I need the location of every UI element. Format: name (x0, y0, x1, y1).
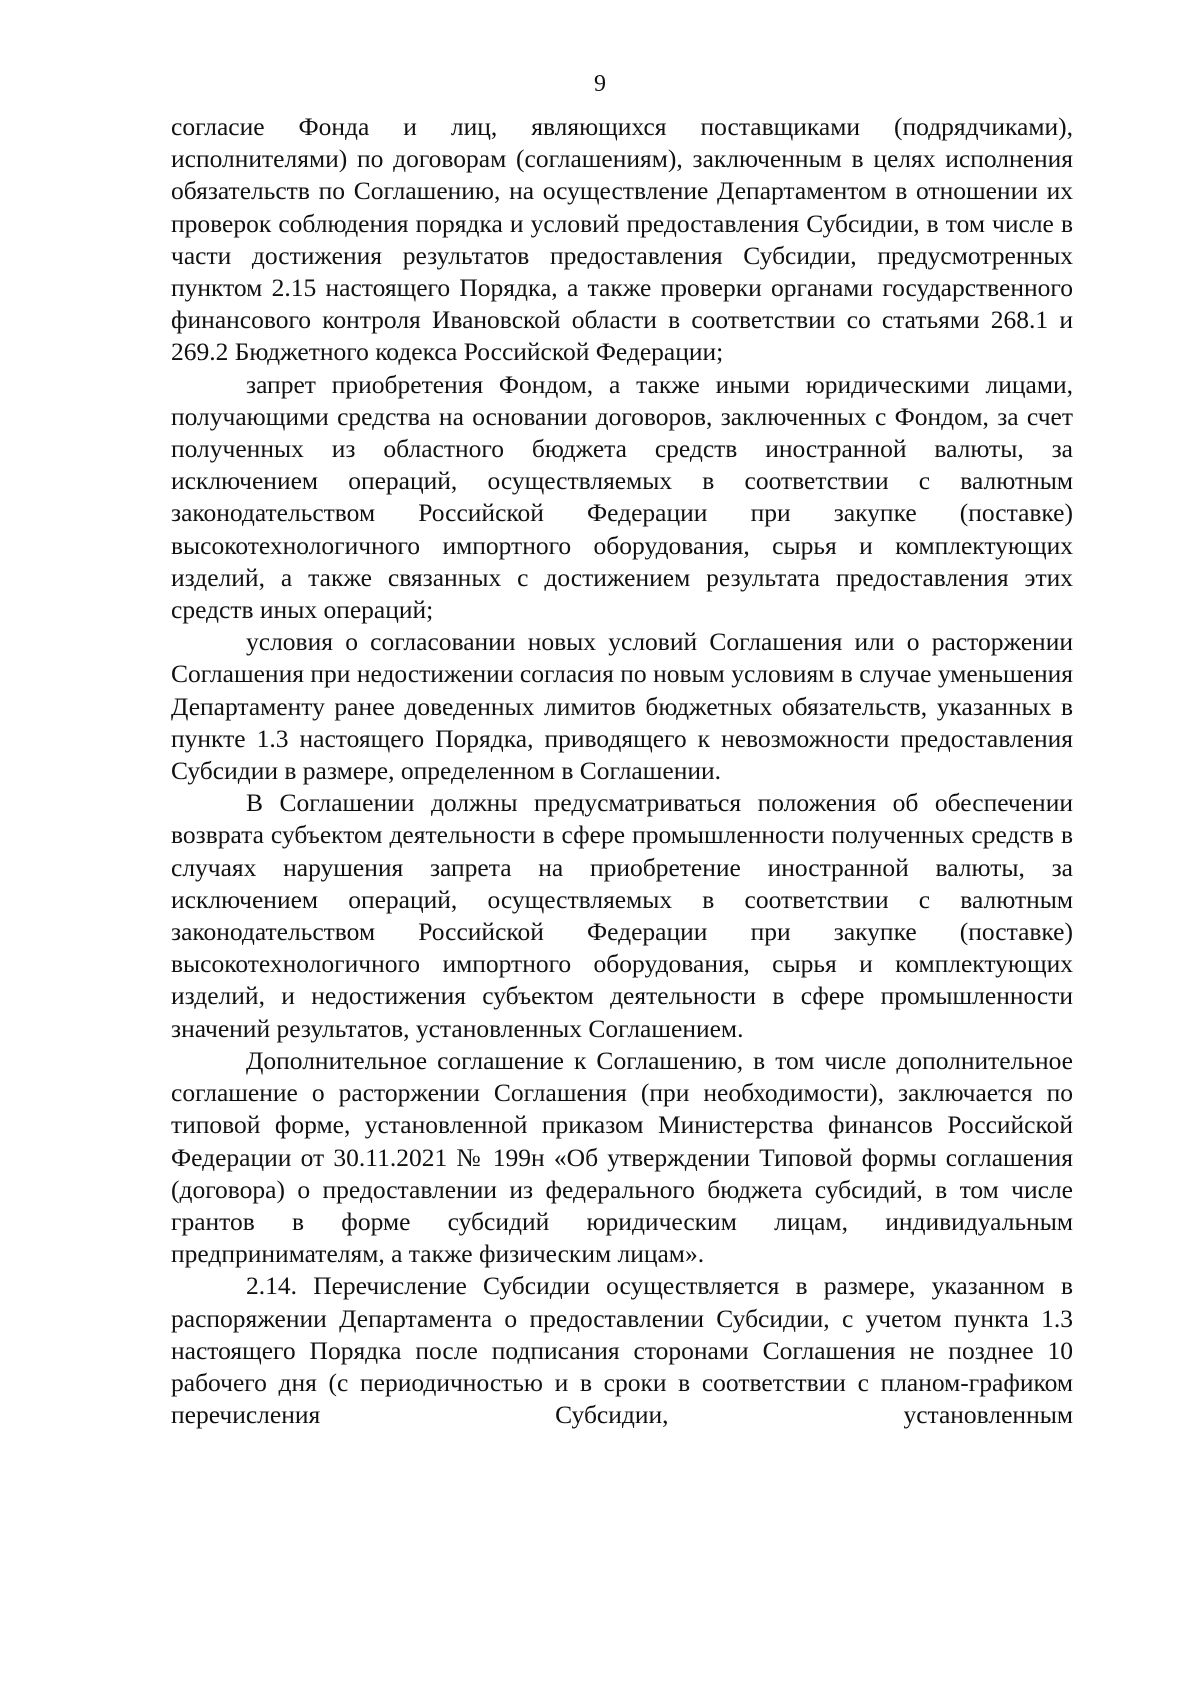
paragraph-section-2-14: 2.14. Перечисление Субсидии осуществляется в размере, указанном в распоряжении Департамента о предоставлении Субсидии, с учетом пункта 1.3 настоящего Порядка после подписания сторонами Соглашения не позднее 10 рабочего дня (с периодичностью и в сроки в соответствии с планом-графиком перечисления Субсидии, установленным (171, 1271, 1073, 1430)
page-number: 9 (594, 71, 606, 97)
paragraph-refund-provisions: В Соглашении должны предусматриваться положения об обеспечении возврата субъектом деятельности в сфере промышленности полученных средств в случаях нарушения запрета на приобретение иностранной валюты, за исключением операций, осуществляемых в соответствии с валютным законодательством Российской Федерации при закупке (поставке) высокотехнологичного импортного оборудования, сырья и комплектующих изделий, и недостижения субъектом деятельности в сфере промышленности значений результатов, установленных Соглашением. (171, 788, 1073, 1043)
document-body (171, 111, 1073, 1431)
paragraph-consent-verification: согласие Фонда и лиц, являющихся поставщиками (подрядчиками), исполнителями) по договорам (соглашениям), заключенным в целях исполнения обязательств по Соглашению, на осуществление Департаментом в отношении их проверок соблюдения порядка и условий предоставления Субсидии, в том числе в части достижения результатов предоставления Субсидии, предусмотренных пунктом 2.15 настоящего Порядка, а также проверки органами государственного финансового контроля Ивановской области в соответствии со статьями 268.1 и 269.2 Бюджетного кодекса Российской Федерации; (171, 112, 1073, 367)
paragraph-agreement-renegotiation: условия о согласовании новых условий Соглашения или о расторжении Соглашения при недостижении согласия по новым условиям в случае уменьшения Департаменту ранее доведенных лимитов бюджетных обязательств, указанных в пункте 1.3 настоящего Порядка, приводящего к невозможности предоставления Субсидии в размере, определенном в Соглашении. (171, 627, 1073, 786)
paragraph-currency-purchase-ban: запрет приобретения Фондом, а также иными юридическими лицами, получающими средства на основании договоров, заключенных с Фондом, за счет полученных из областного бюджета средств иностранной валюты, за исключением операций, осуществляемых в соответствии с валютным законодательством Российской Федерации при закупке (поставке) высокотехнологичного импортного оборудования, сырья и комплектующих изделий, а также связанных с достижением результата предоставления этих средств иных операций; (171, 369, 1073, 625)
paragraph-additional-agreement: Дополнительное соглашение к Соглашению, в том числе дополнительное соглашение о расторжении Соглашения (при необходимости), заключается по типовой форме, установленной приказом Министерства финансов Российской Федерации от 30.11.2021 № 199н «Об утверждении Типовой формы соглашения (договора) о предоставлении из федерального бюджета субсидий, в том числе грантов в форме субсидий юридическим лицам, индивидуальным предпринимателям, а также физическим лицам». (171, 1045, 1073, 1269)
